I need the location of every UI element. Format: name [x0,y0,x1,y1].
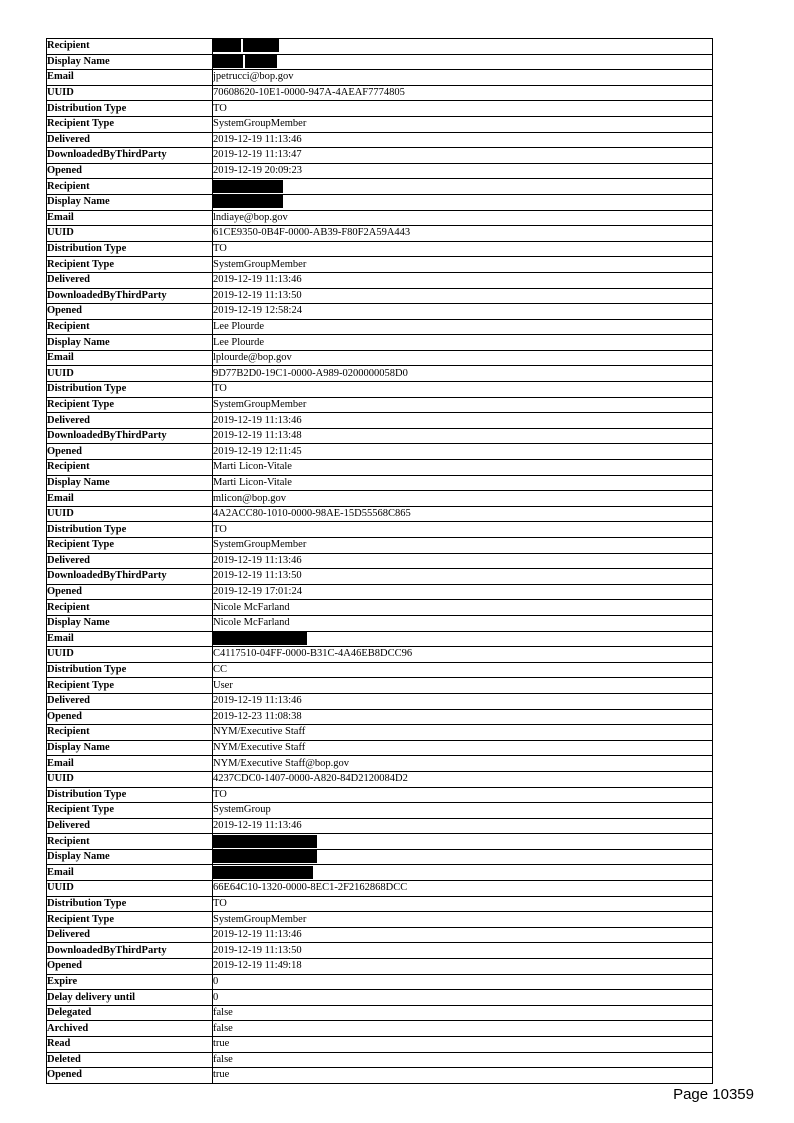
field-label: Distribution Type [47,101,213,117]
field-label: Recipient Type [47,912,213,928]
redacted-value [213,39,713,55]
field-label: UUID [47,771,213,787]
display-name-row [47,740,713,756]
recipient-row [47,600,713,616]
downloadedbythirdparty-row [47,428,713,444]
delivered-row [47,927,713,943]
field-label: Display Name [47,615,213,631]
recipient-row [47,725,713,741]
field-label: UUID [47,366,213,382]
delivered-row [47,132,713,148]
field-value: 2019-12-19 11:13:46 [213,693,713,709]
recipient-type-row [47,538,713,554]
field-label: Email [47,70,213,86]
redaction-block [243,39,279,52]
field-value: 2019-12-19 11:13:50 [213,569,713,585]
redaction-block [213,866,313,879]
delivered-row [47,272,713,288]
field-value: 2019-12-19 12:58:24 [213,304,713,320]
uuid-row [47,366,713,382]
field-label: Opened [47,163,213,179]
redacted-value [213,834,713,850]
field-label: Delivered [47,132,213,148]
field-value: SystemGroup [213,803,713,819]
opened-row [47,163,713,179]
distribution-type-row [47,101,713,117]
delivered-row [47,413,713,429]
recipient-type-row [47,912,713,928]
read-property-row [47,1037,713,1053]
downloadedbythirdparty-row [47,288,713,304]
field-label: Opened [47,304,213,320]
field-value: 2019-12-19 11:13:48 [213,428,713,444]
field-label: Email [47,631,213,647]
field-value: SystemGroupMember [213,538,713,554]
field-label: DownloadedByThirdParty [47,288,213,304]
field-label: Delegated [47,1005,213,1021]
field-value: 2019-12-19 11:13:47 [213,148,713,164]
field-label: Recipient Type [47,397,213,413]
field-value: jpetrucci@bop.gov [213,70,713,86]
field-value: 70608620-10E1-0000-947A-4AEAF7774805 [213,85,713,101]
field-label: UUID [47,506,213,522]
email-row [47,865,713,881]
field-label: UUID [47,881,213,897]
field-label: Recipient [47,834,213,850]
field-label: Deleted [47,1052,213,1068]
opened-row [47,709,713,725]
field-value: Nicole McFarland [213,615,713,631]
field-label: Opened [47,444,213,460]
redaction-block [213,55,243,68]
field-label: Distribution Type [47,896,213,912]
field-label: Delay delivery until [47,990,213,1006]
redacted-value [213,179,713,195]
field-value: SystemGroupMember [213,116,713,132]
recipient-type-row [47,116,713,132]
redaction-block [213,180,283,193]
redacted-value [213,54,713,70]
archived-property-row [47,1021,713,1037]
field-label: Display Name [47,740,213,756]
field-label: Display Name [47,335,213,351]
delay-delivery-until-property-row [47,990,713,1006]
field-label: Email [47,756,213,772]
field-label: Display Name [47,849,213,865]
opened-row [47,584,713,600]
field-value: 2019-12-19 17:01:24 [213,584,713,600]
table-body [47,39,713,1084]
field-label: DownloadedByThirdParty [47,428,213,444]
field-label: Email [47,210,213,226]
field-label: Recipient [47,725,213,741]
field-label: Recipient [47,600,213,616]
field-label: Distribution Type [47,662,213,678]
email-row [47,350,713,366]
recipient-type-row [47,803,713,819]
distribution-type-row [47,662,713,678]
uuid-row [47,771,713,787]
recipient-row [47,39,713,55]
field-label: DownloadedByThirdParty [47,569,213,585]
field-label: Recipient Type [47,803,213,819]
opened-row [47,959,713,975]
email-row [47,631,713,647]
field-label: Recipient Type [47,257,213,273]
field-value: NYM/Executive Staff@bop.gov [213,756,713,772]
redaction-block [213,835,317,848]
field-value: C4117510-04FF-0000-B31C-4A46EB8DCC96 [213,647,713,663]
delegated-property-row [47,1005,713,1021]
field-value: NYM/Executive Staff [213,725,713,741]
display-name-row [47,194,713,210]
delivered-row [47,818,713,834]
downloadedbythirdparty-row [47,569,713,585]
field-value: User [213,678,713,694]
opened-row [47,304,713,320]
field-label: Delivered [47,693,213,709]
redacted-value [213,849,713,865]
email-row [47,70,713,86]
field-label: Distribution Type [47,241,213,257]
email-row [47,210,713,226]
field-label: UUID [47,226,213,242]
page-number: Page 10359 [673,1086,754,1103]
downloadedbythirdparty-row [47,943,713,959]
recipient-row [47,179,713,195]
field-value: 66E64C10-1320-0000-8EC1-2F2162868DCC [213,881,713,897]
field-label: Recipient [47,179,213,195]
field-value: 2019-12-19 11:13:50 [213,943,713,959]
field-value: 2019-12-19 11:13:46 [213,927,713,943]
field-label: Delivered [47,818,213,834]
opened-row [47,444,713,460]
field-label: Archived [47,1021,213,1037]
field-value: TO [213,101,713,117]
field-label: Display Name [47,54,213,70]
field-label: Opened [47,1068,213,1084]
field-value: 2019-12-19 11:13:46 [213,132,713,148]
message-properties-table [46,38,713,1084]
field-label: Recipient Type [47,116,213,132]
field-value: 2019-12-23 11:08:38 [213,709,713,725]
field-value: CC [213,662,713,678]
distribution-type-row [47,382,713,398]
recipient-row [47,460,713,476]
field-value: 4A2ACC80-1010-0000-98AE-15D55568C865 [213,506,713,522]
field-value: Marti Licon-Vitale [213,475,713,491]
redacted-value [213,194,713,210]
field-value: 2019-12-19 11:49:18 [213,959,713,975]
field-value: 2019-12-19 11:13:46 [213,272,713,288]
display-name-row [47,615,713,631]
field-value: SystemGroupMember [213,912,713,928]
recipient-row [47,834,713,850]
field-value: true [213,1037,713,1053]
field-label: Opened [47,709,213,725]
field-label: Opened [47,959,213,975]
field-value: lndiaye@bop.gov [213,210,713,226]
distribution-type-row [47,241,713,257]
field-label: Recipient Type [47,678,213,694]
field-value: 2019-12-19 11:13:50 [213,288,713,304]
field-value: Lee Plourde [213,319,713,335]
field-value: false [213,1052,713,1068]
redacted-value [213,865,713,881]
field-value: 2019-12-19 11:13:46 [213,553,713,569]
field-value: false [213,1005,713,1021]
field-label: Recipient [47,39,213,55]
field-label: Distribution Type [47,382,213,398]
field-value: 2019-12-19 12:11:45 [213,444,713,460]
field-value: TO [213,896,713,912]
recipient-row [47,319,713,335]
recipient-type-row [47,678,713,694]
field-label: Recipient [47,460,213,476]
field-value: NYM/Executive Staff [213,740,713,756]
field-value: SystemGroupMember [213,257,713,273]
downloadedbythirdparty-row [47,148,713,164]
field-value: SystemGroupMember [213,397,713,413]
field-value: Marti Licon-Vitale [213,460,713,476]
email-row [47,756,713,772]
field-label: Email [47,865,213,881]
redaction-block [213,39,241,52]
display-name-row [47,335,713,351]
distribution-type-row [47,787,713,803]
field-label: Email [47,491,213,507]
field-value: 2019-12-19 11:13:46 [213,413,713,429]
uuid-row [47,881,713,897]
field-label: Distribution Type [47,787,213,803]
field-label: UUID [47,647,213,663]
field-value: mlicon@bop.gov [213,491,713,507]
deleted-property-row [47,1052,713,1068]
field-label: Delivered [47,272,213,288]
display-name-row [47,54,713,70]
field-label: Recipient Type [47,538,213,554]
display-name-row [47,475,713,491]
redaction-block [213,195,283,208]
field-value: 2019-12-19 11:13:46 [213,818,713,834]
redaction-block [213,632,307,645]
redaction-block [213,850,317,863]
field-value: TO [213,382,713,398]
field-label: DownloadedByThirdParty [47,943,213,959]
field-value: 2019-12-19 20:09:23 [213,163,713,179]
field-label: DownloadedByThirdParty [47,148,213,164]
uuid-row [47,226,713,242]
field-label: Display Name [47,475,213,491]
redaction-block [245,55,277,68]
field-label: Display Name [47,194,213,210]
distribution-type-row [47,522,713,538]
field-label: Delivered [47,553,213,569]
field-label: Email [47,350,213,366]
field-value: TO [213,522,713,538]
field-value: 4237CDC0-1407-0000-A820-84D2120084D2 [213,771,713,787]
field-label: Recipient [47,319,213,335]
redacted-value [213,631,713,647]
expire-property-row [47,974,713,990]
field-label: Delivered [47,413,213,429]
field-label: UUID [47,85,213,101]
field-value: lplourde@bop.gov [213,350,713,366]
field-value: TO [213,241,713,257]
recipient-type-row [47,397,713,413]
field-value: 61CE9350-0B4F-0000-AB39-F80F2A59A443 [213,226,713,242]
delivered-row [47,553,713,569]
field-label: Expire [47,974,213,990]
recipient-type-row [47,257,713,273]
opened-property-row [47,1068,713,1084]
email-row [47,491,713,507]
field-value: Lee Plourde [213,335,713,351]
display-name-row [47,849,713,865]
field-label: Delivered [47,927,213,943]
field-label: Read [47,1037,213,1053]
field-label: Opened [47,584,213,600]
uuid-row [47,506,713,522]
field-value: 9D77B2D0-19C1-0000-A989-0200000058D0 [213,366,713,382]
uuid-row [47,647,713,663]
field-value: Nicole McFarland [213,600,713,616]
uuid-row [47,85,713,101]
field-value: true [213,1068,713,1084]
field-label: Distribution Type [47,522,213,538]
field-value: false [213,1021,713,1037]
field-value: 0 [213,974,713,990]
delivered-row [47,693,713,709]
distribution-type-row [47,896,713,912]
field-value: TO [213,787,713,803]
field-value: 0 [213,990,713,1006]
